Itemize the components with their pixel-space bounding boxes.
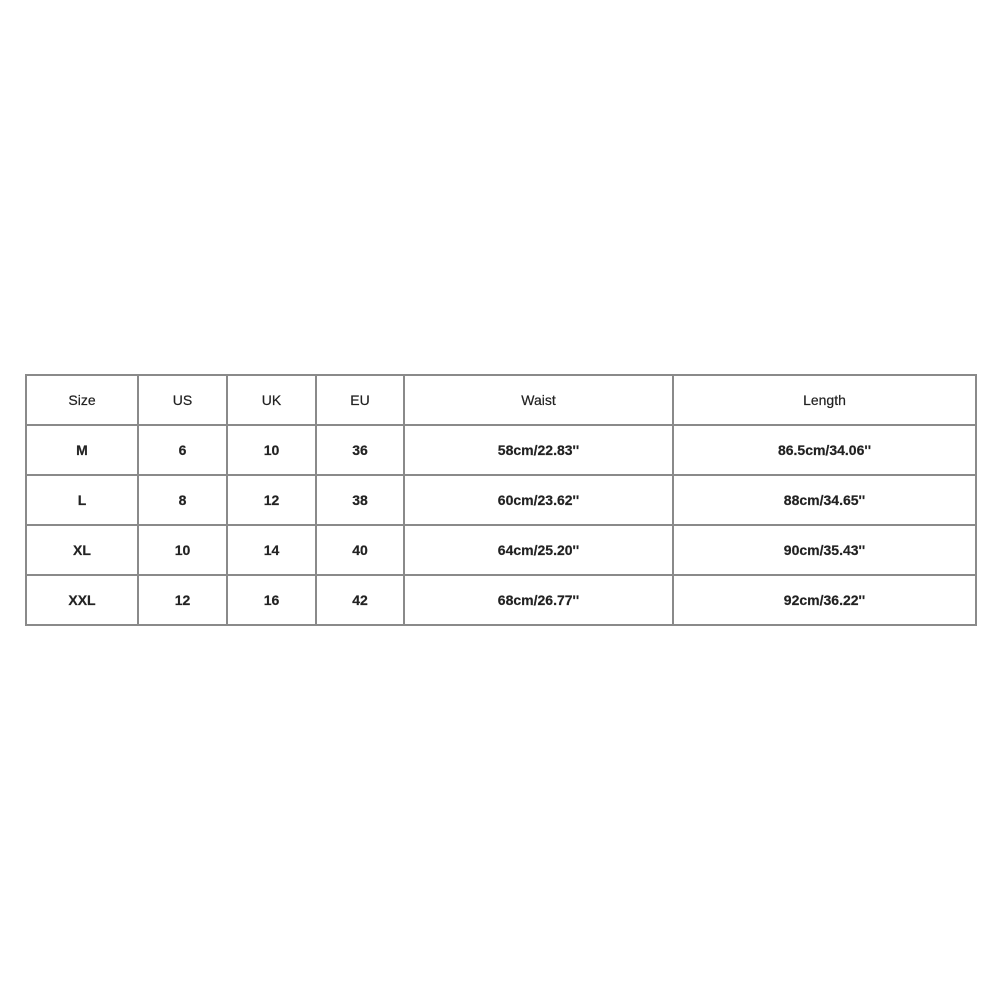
cell-eu: 42 — [316, 575, 404, 625]
header-uk: UK — [227, 375, 316, 425]
cell-waist: 64cm/25.20'' — [404, 525, 673, 575]
cell-uk: 10 — [227, 425, 316, 475]
cell-us: 10 — [138, 525, 227, 575]
cell-us: 8 — [138, 475, 227, 525]
header-us: US — [138, 375, 227, 425]
cell-uk: 16 — [227, 575, 316, 625]
cell-size: XL — [26, 525, 138, 575]
header-eu: EU — [316, 375, 404, 425]
header-length: Length — [673, 375, 976, 425]
cell-size: L — [26, 475, 138, 525]
cell-waist: 58cm/22.83'' — [404, 425, 673, 475]
cell-size: XXL — [26, 575, 138, 625]
table-row — [26, 575, 976, 625]
cell-waist: 60cm/23.62'' — [404, 475, 673, 525]
cell-uk: 14 — [227, 525, 316, 575]
cell-eu: 38 — [316, 475, 404, 525]
cell-eu: 36 — [316, 425, 404, 475]
cell-uk: 12 — [227, 475, 316, 525]
header-size: Size — [26, 375, 138, 425]
cell-us: 12 — [138, 575, 227, 625]
cell-waist: 68cm/26.77'' — [404, 575, 673, 625]
table-header-row — [26, 375, 976, 425]
header-waist: Waist — [404, 375, 673, 425]
size-chart-table — [25, 374, 977, 626]
cell-eu: 40 — [316, 525, 404, 575]
cell-us: 6 — [138, 425, 227, 475]
cell-size: M — [26, 425, 138, 475]
table-row — [26, 525, 976, 575]
table-row — [26, 425, 976, 475]
table-row — [26, 475, 976, 525]
cell-length: 88cm/34.65'' — [673, 475, 976, 525]
cell-length: 90cm/35.43'' — [673, 525, 976, 575]
cell-length: 92cm/36.22'' — [673, 575, 976, 625]
cell-length: 86.5cm/34.06'' — [673, 425, 976, 475]
